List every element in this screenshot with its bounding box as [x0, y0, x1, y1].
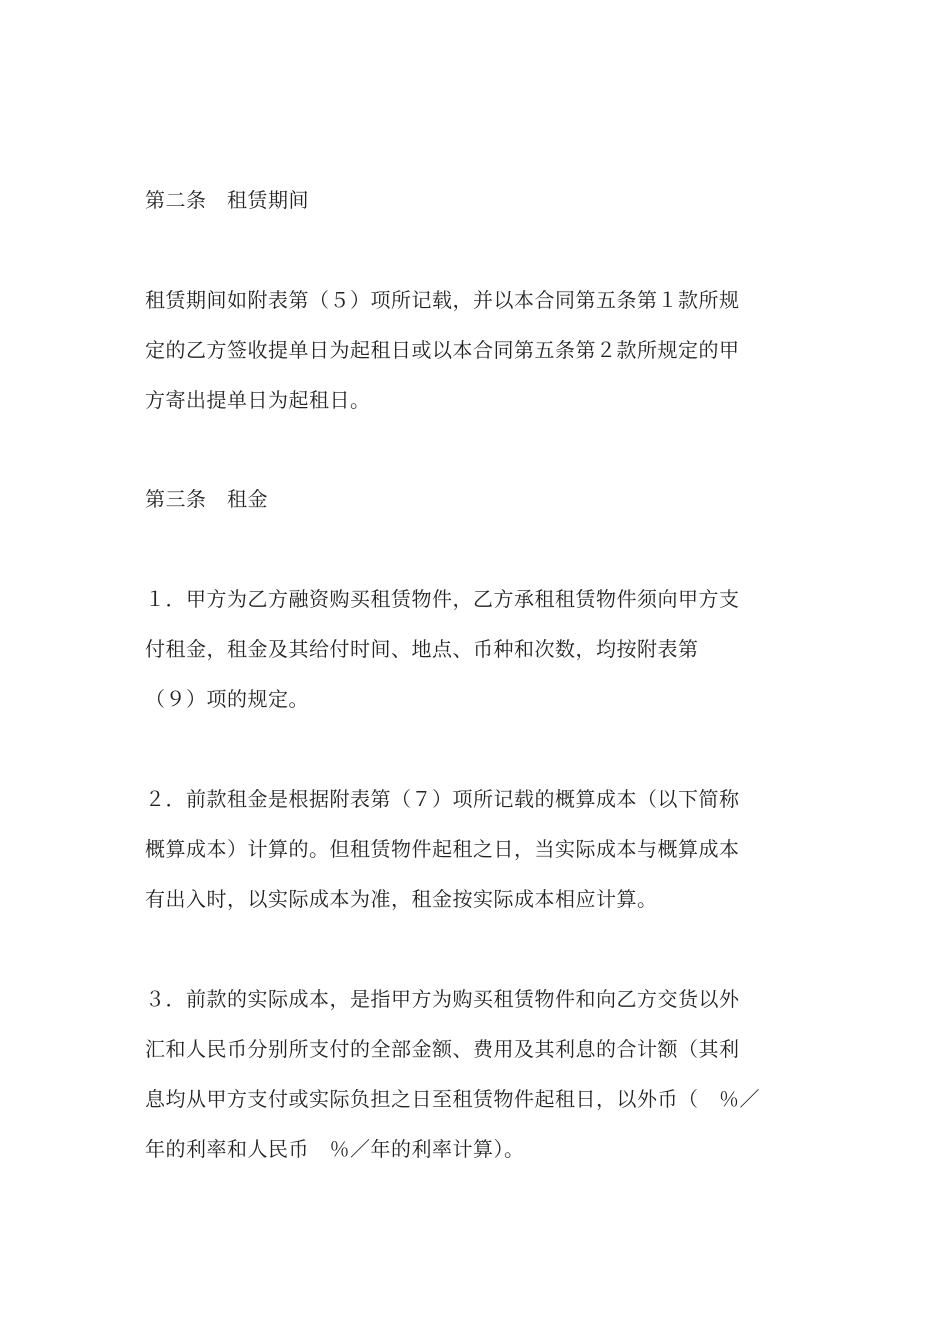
- article3-clause2-line-3: 有出入时，以实际成本为准，租金按实际成本相应计算。: [145, 887, 658, 911]
- article3-clause3-line-1: ３．前款的实际成本，是指甲方为购买租赁物件和向乙方交货以外: [145, 987, 740, 1011]
- article3-clause1-line-3: （９）项的规定。: [145, 687, 309, 711]
- article3-clause3-line-2: 汇和人民币分别所支付的全部金额、费用及其利息的合计额（其利: [145, 1037, 740, 1061]
- article3-clause1-line-2: 付租金，租金及其给付时间、地点、币种和次数，均按附表第: [145, 637, 699, 661]
- article3-clause1-line-1: １．甲方为乙方融资购买租赁物件，乙方承租租赁物件须向甲方支: [145, 587, 740, 611]
- article3-clause2-line-2: 概算成本）计算的。但租赁物件起租之日，当实际成本与概算成本: [145, 837, 740, 861]
- article2-line-3: 方寄出提单日为起租日。: [145, 388, 371, 412]
- article3-clause3-line-4: 年的利率和人民币 ％／年的利率计算）。: [145, 1137, 525, 1161]
- article3-heading: 第三条 租金: [145, 487, 268, 511]
- article2-line-2: 定的乙方签收提单日为起租日或以本合同第五条第２款所规定的甲: [145, 338, 740, 362]
- article2-heading: 第二条 租赁期间: [145, 188, 309, 212]
- article2-line-1: 租赁期间如附表第（５）项所记载，并以本合同第五条第１款所规: [145, 288, 740, 312]
- article3-clause3-line-3: 息均从甲方支付或实际负担之日至租赁物件起租日，以外币（ ％／: [145, 1087, 760, 1111]
- article3-clause2-line-1: ２．前款租金是根据附表第（７）项所记载的概算成本（以下简称: [145, 787, 740, 811]
